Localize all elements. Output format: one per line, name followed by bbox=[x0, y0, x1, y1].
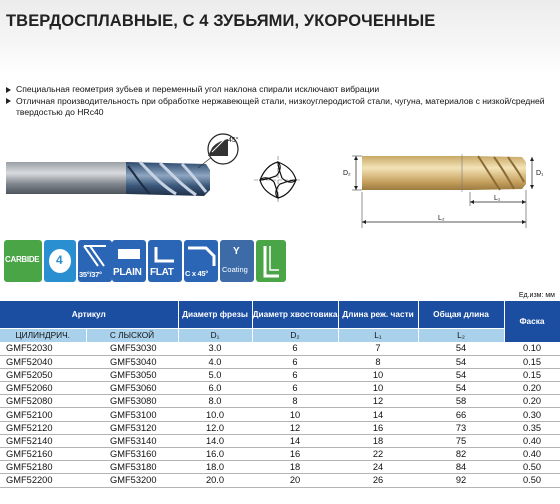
subheader-d1: D₁ bbox=[178, 328, 252, 342]
cutting-length: 14 bbox=[338, 408, 418, 421]
table-row bbox=[0, 395, 560, 408]
feature-item: Специальная геометрия зубьев и переменный угол наклона спирали исключают вибрации bbox=[6, 84, 554, 96]
shank-diameter: 6 bbox=[252, 368, 338, 381]
cutting-length: 10 bbox=[338, 382, 418, 395]
chamfer-icon bbox=[184, 242, 218, 268]
total-length: 82 bbox=[418, 448, 504, 461]
header-chamfer: Фаска bbox=[504, 301, 560, 342]
unit-note: Ед.изм: мм bbox=[518, 292, 555, 299]
subheader-flat-shank: С ЛЫСКОЙ bbox=[86, 328, 178, 342]
flat-shank-code: GMF53100 bbox=[86, 408, 178, 421]
cylindrical-code: GMF52100 bbox=[0, 408, 86, 421]
chamfer: 0.40 bbox=[504, 448, 560, 461]
subheader-l2: L₂ bbox=[418, 328, 504, 342]
flat-end-icon bbox=[148, 243, 182, 267]
table-row bbox=[0, 408, 560, 421]
shank-diameter: 16 bbox=[252, 448, 338, 461]
feature-item: Отличная производительность при обработке нержавеющей стали, низкоуглеродистой стали, чугуна, материалов с низкой/средней твердостью до HRc40 bbox=[6, 96, 554, 119]
end-mill-photo bbox=[6, 162, 210, 196]
cutter-diameter: 4.0 bbox=[178, 355, 252, 368]
table-row bbox=[0, 474, 560, 487]
cylindrical-code: GMF52180 bbox=[0, 461, 86, 474]
cylindrical-code: GMF52140 bbox=[0, 434, 86, 447]
cutting-length: 18 bbox=[338, 434, 418, 447]
cylindrical-code: GMF52200 bbox=[0, 474, 86, 487]
shank-diameter: 10 bbox=[252, 408, 338, 421]
chamfer: 0.40 bbox=[504, 434, 560, 447]
cylindrical-code: GMF52030 bbox=[0, 342, 86, 355]
carbide-badge: CARBIDE bbox=[4, 240, 42, 282]
cutter-diameter: 20.0 bbox=[178, 474, 252, 487]
cylindrical-code: GMF52160 bbox=[0, 448, 86, 461]
cutter-diameter: 8.0 bbox=[178, 395, 252, 408]
total-length: 54 bbox=[418, 342, 504, 355]
chamfer: 0.20 bbox=[504, 382, 560, 395]
chamfer: 0.50 bbox=[504, 474, 560, 487]
flat-shank-code: GMF53030 bbox=[86, 342, 178, 355]
subheader-l1: L₁ bbox=[338, 328, 418, 342]
shank-diameter: 6 bbox=[252, 342, 338, 355]
total-length: 92 bbox=[418, 474, 504, 487]
header-shank-diameter: Диаметр хвостовика bbox=[252, 301, 338, 328]
chamfer-angle-label: 45° bbox=[228, 137, 239, 144]
cylindrical-code: GMF52050 bbox=[0, 368, 86, 381]
shank-diameter: 18 bbox=[252, 461, 338, 474]
cutter-diameter: 5.0 bbox=[178, 368, 252, 381]
cutter-diameter: 14.0 bbox=[178, 434, 252, 447]
specification-table bbox=[0, 301, 560, 488]
total-length: 54 bbox=[418, 355, 504, 368]
l2-label: L₂ bbox=[438, 215, 445, 222]
helix-badge: 35°/37° bbox=[78, 240, 112, 282]
header-total-length: Общая длина bbox=[418, 301, 504, 328]
cylindrical-code: GMF52080 bbox=[0, 395, 86, 408]
chamfer: 0.10 bbox=[504, 342, 560, 355]
header-cutting-length: Длина реж. части bbox=[338, 301, 418, 328]
total-length: 75 bbox=[418, 434, 504, 447]
flat-shank-code: GMF53050 bbox=[86, 368, 178, 381]
table-row bbox=[0, 434, 560, 447]
chamfer: 0.50 bbox=[504, 461, 560, 474]
table-row bbox=[0, 448, 560, 461]
table-row bbox=[0, 342, 560, 355]
table-row bbox=[0, 382, 560, 395]
cylindrical-code: GMF52040 bbox=[0, 355, 86, 368]
subheader-d2: D₂ bbox=[252, 328, 338, 342]
shank-diameter: 6 bbox=[252, 382, 338, 395]
flat-shank-code: GMF53140 bbox=[86, 434, 178, 447]
shank-diameter: 14 bbox=[252, 434, 338, 447]
table-subheader-row bbox=[0, 328, 560, 342]
page-title: ТВЕРДОСПЛАВНЫЕ, С 4 ЗУБЬЯМИ, УКОРОЧЕННЫЕ bbox=[6, 12, 436, 30]
dimension-drawing bbox=[343, 154, 544, 228]
header-article: Артикул bbox=[0, 301, 178, 328]
cutter-diameter: 16.0 bbox=[178, 448, 252, 461]
cutter-diameter: 6.0 bbox=[178, 382, 252, 395]
chamfer: 0.35 bbox=[504, 421, 560, 434]
cutting-length: 22 bbox=[338, 448, 418, 461]
table-row bbox=[0, 461, 560, 474]
feature-list bbox=[6, 84, 554, 119]
total-length: 58 bbox=[418, 395, 504, 408]
flat-shank-code: GMF53160 bbox=[86, 448, 178, 461]
cutting-length: 24 bbox=[338, 461, 418, 474]
shank-diameter: 20 bbox=[252, 474, 338, 487]
table-row bbox=[0, 421, 560, 434]
total-length: 66 bbox=[418, 408, 504, 421]
shank-type-badge bbox=[256, 240, 286, 282]
cutting-length: 7 bbox=[338, 342, 418, 355]
shank-tolerance-icon bbox=[256, 240, 286, 282]
table-row bbox=[0, 355, 560, 368]
cutter-diameter: 12.0 bbox=[178, 421, 252, 434]
shank-diameter: 12 bbox=[252, 421, 338, 434]
flat-shank-code: GMF53080 bbox=[86, 395, 178, 408]
helix-icon bbox=[78, 242, 112, 270]
d2-label: D₂ bbox=[343, 170, 351, 177]
chamfer: 0.20 bbox=[504, 395, 560, 408]
coating-badge: Y Coating bbox=[220, 240, 254, 282]
subheader-cylindrical: ЦИЛИНДРИЧ. bbox=[0, 328, 86, 342]
total-length: 54 bbox=[418, 368, 504, 381]
flat-badge: FLAT bbox=[148, 240, 182, 282]
d1-label: D₁ bbox=[536, 170, 544, 177]
cross-section-icon bbox=[254, 156, 302, 204]
chamfer-detail bbox=[198, 134, 239, 168]
flat-shank-code: GMF53180 bbox=[86, 461, 178, 474]
chamfer: 0.15 bbox=[504, 368, 560, 381]
cylindrical-code: GMF52120 bbox=[0, 421, 86, 434]
cutting-length: 16 bbox=[338, 421, 418, 434]
chamfer: 0.15 bbox=[504, 355, 560, 368]
cutting-length: 26 bbox=[338, 474, 418, 487]
l1-label: L₁ bbox=[494, 195, 501, 202]
cutter-diameter: 10.0 bbox=[178, 408, 252, 421]
flat-shank-code: GMF53060 bbox=[86, 382, 178, 395]
tool-illustration bbox=[0, 126, 560, 234]
shank-diameter: 8 bbox=[252, 395, 338, 408]
total-length: 84 bbox=[418, 461, 504, 474]
cylindrical-code: GMF52060 bbox=[0, 382, 86, 395]
plain-badge: PLAIN bbox=[112, 240, 146, 282]
flat-shank-code: GMF53200 bbox=[86, 474, 178, 487]
chamfer-badge: C x 45° bbox=[184, 240, 218, 282]
table-header-row bbox=[0, 301, 560, 328]
table-body bbox=[0, 342, 560, 487]
flutes-badge: 4 bbox=[44, 240, 76, 282]
header-cutter-diameter: Диаметр фрезы bbox=[178, 301, 252, 328]
chamfer: 0.30 bbox=[504, 408, 560, 421]
flat-shank-code: GMF53040 bbox=[86, 355, 178, 368]
cutting-length: 12 bbox=[338, 395, 418, 408]
cutter-diameter: 18.0 bbox=[178, 461, 252, 474]
total-length: 54 bbox=[418, 382, 504, 395]
total-length: 73 bbox=[418, 421, 504, 434]
cutter-diameter: 3.0 bbox=[178, 342, 252, 355]
plain-shank-icon bbox=[112, 243, 146, 267]
shank-diameter: 6 bbox=[252, 355, 338, 368]
cutting-length: 10 bbox=[338, 368, 418, 381]
flat-shank-code: GMF53120 bbox=[86, 421, 178, 434]
table-row bbox=[0, 368, 560, 381]
cutting-length: 8 bbox=[338, 355, 418, 368]
